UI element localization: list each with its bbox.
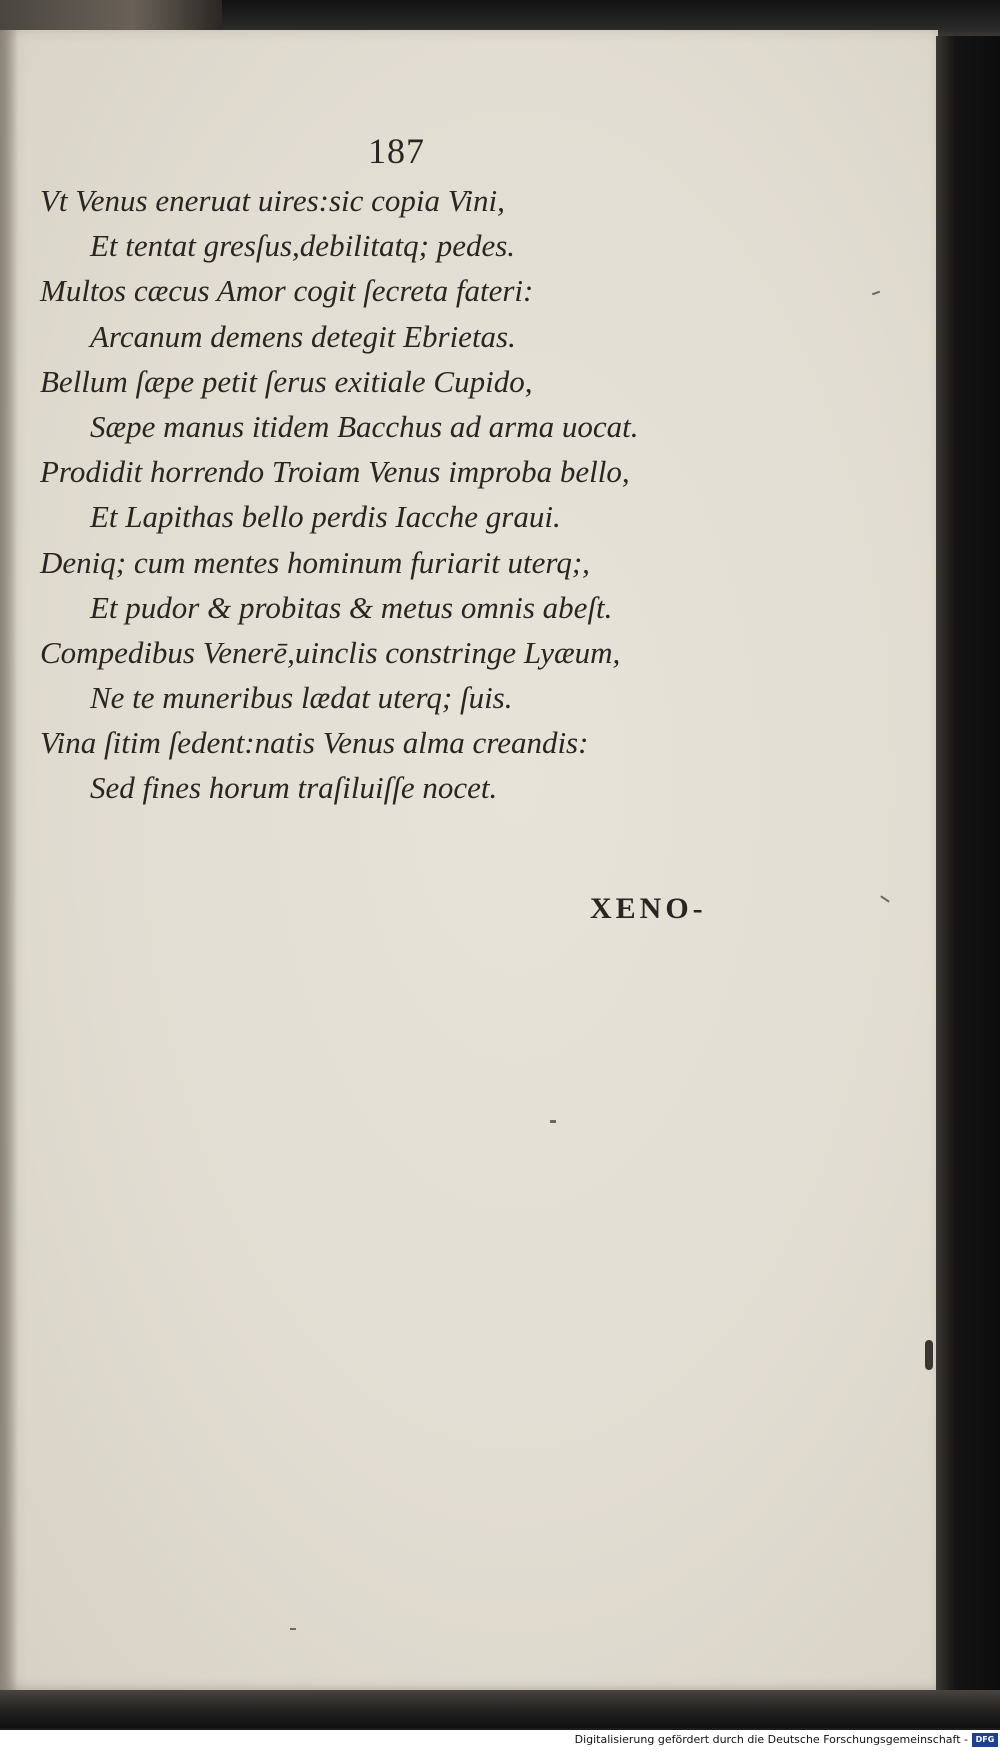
verse-line: Deniq; cum mentes hominum furiarit uterq;,	[40, 544, 590, 580]
scan-right-border	[936, 36, 1000, 1696]
verse-line: Et tentat gresſus,debilitatq; pedes.	[90, 228, 516, 264]
verse-line: Sed fines horum traſiluiſſe nocet.	[90, 770, 498, 806]
binding-corner	[0, 0, 222, 30]
spine-shadow	[0, 30, 18, 1696]
verse-line: Et Lapithas bello perdis Iacche graui.	[90, 499, 561, 535]
verse-line: Sæpe manus itidem Bacchus ad arma uocat.	[90, 408, 639, 444]
verse-line: Bellum ſæpe petit ſerus exitiale Cupido,	[40, 363, 533, 399]
funding-credit: Digitalisierung gefördert durch die Deutsche Forschungsgemeinschaft -	[574, 1733, 968, 1746]
verse-line: Et pudor & probitas & metus omnis abeſt.	[90, 589, 613, 625]
catchword: XENO-	[590, 892, 707, 925]
verse-line: Prodidit horrendo Troiam Venus improba bello,	[40, 454, 630, 490]
verse-line: Multos cæcus Amor cogit ſecreta fateri:	[40, 273, 534, 309]
verse-line: Vt Venus eneruat uires:sic copia Vini,	[40, 183, 505, 218]
paper-speck	[290, 1628, 296, 1630]
page-number: 187	[368, 131, 425, 171]
poem-text	[40, 178, 940, 811]
verse-line: Arcanum demens detegit Ebrietas.	[90, 318, 516, 354]
verse-line: Ne te muneribus lædat uterq; ſuis.	[90, 680, 513, 716]
digitization-footer	[0, 1730, 1000, 1751]
scan-bottom-border	[0, 1690, 1000, 1728]
verse-line: Compedibus Venerē,uinclis constringe Lyæum,	[40, 634, 621, 670]
page-edge-mark	[925, 1340, 933, 1370]
paper-speck	[880, 895, 889, 902]
dfg-logo-icon: DFG	[972, 1733, 998, 1747]
verse-line: Vina ſitim ſedent:natis Venus alma creandis:	[40, 725, 589, 761]
paper-speck	[550, 1120, 556, 1123]
